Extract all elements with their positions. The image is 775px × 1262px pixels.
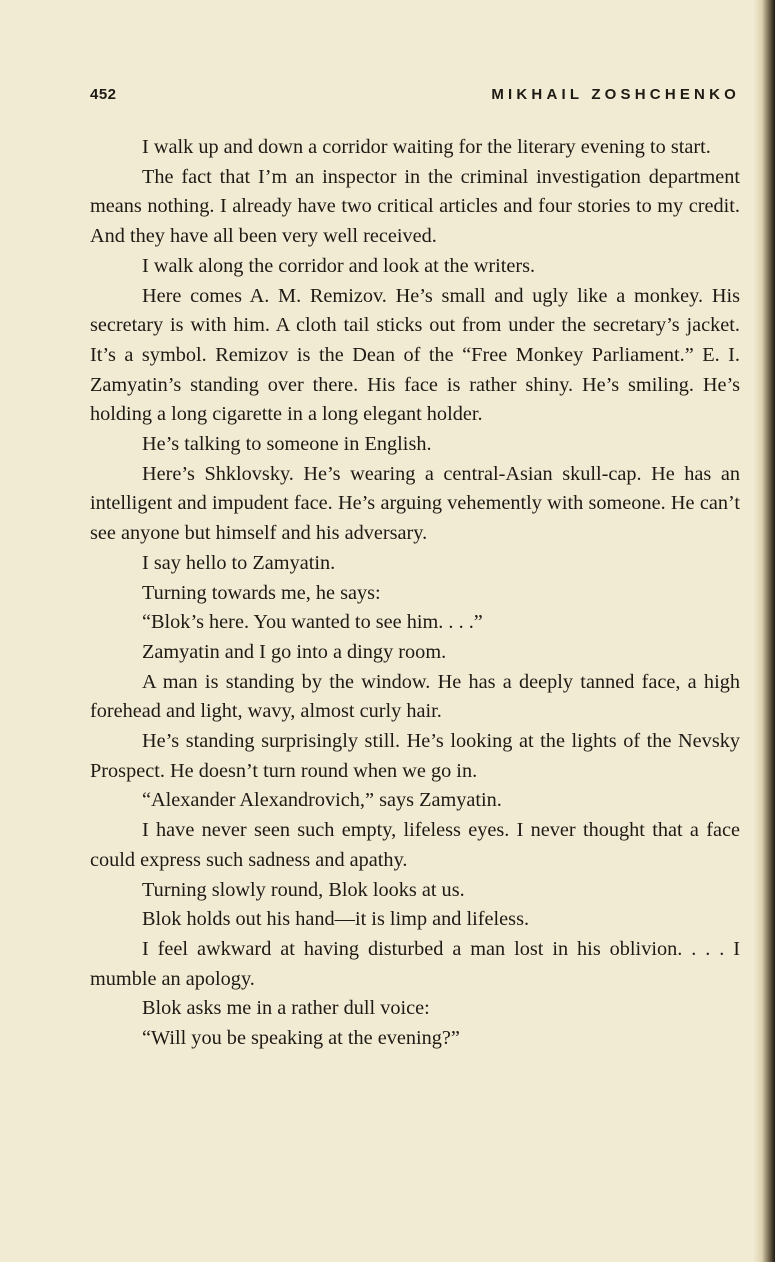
paragraph: He’s talking to someone in English. [142, 433, 432, 456]
paragraph: I walk up and down a corridor waiting for the literary evening to start. [142, 136, 711, 158]
paragraph: Here comes A. M. Remizov. He’s small and ugly like a monkey. His secretary is with him. A cloth tail sticks out from under the secretary’s jacket. It’s a symbol. Remizov is the Dean of the “Free Monkey Parliament.” E. I. Zamyatin’s standing over there. His face is rather shiny. He’s smiling. He’s holding a long cigarette in a long elegant holder. [90, 284, 740, 426]
paragraph: “Alexander Alexandrovich,” says Zamyatin. [142, 789, 502, 812]
page-header [90, 86, 740, 110]
body-text [90, 133, 740, 1054]
paragraph: A man is standing by the window. He has a deeply tanned face, a high forehead and light, wavy, almost curly hair. [90, 670, 740, 723]
paragraph: He’s standing surprisingly still. He’s looking at the lights of the Nevsky Prospect. He doesn’t turn round when we go in. [90, 730, 740, 782]
page-edge [753, 0, 775, 1262]
paragraph: I have never seen such empty, lifeless eyes. I never thought that a face could express such sadness and apathy. [90, 819, 740, 871]
running-head: MIKHAIL ZOSHCHENKO [491, 86, 740, 103]
paragraph: The fact that I’m an inspector in the criminal investigation department means nothing. I already have two critical articles and four stories to my credit. And they have all been very well received. [90, 165, 740, 248]
paragraph: Blok holds out his hand—it is limp and lifeless. [142, 908, 530, 931]
paragraph: I walk along the corridor and look at the writers. [142, 254, 536, 277]
paragraph: I feel awkward at having disturbed a man lost in his oblivion. . . . I mumble an apology. [90, 937, 740, 990]
paragraph: “Will you be speaking at the evening?” [142, 1027, 460, 1050]
paragraph: “Blok’s here. You wanted to see him. . . .” [142, 611, 483, 634]
paragraph: Turning towards me, he says: [142, 581, 381, 604]
paragraph: Zamyatin and I go into a dingy room. [142, 640, 447, 663]
paragraph: Turning slowly round, Blok looks at us. [142, 878, 465, 901]
page-number: 452 [90, 86, 117, 103]
paragraph: Blok asks me in a rather dull voice: [142, 997, 430, 1020]
paragraph: Here’s Shklovsky. He’s wearing a central-Asian skull-cap. He has an intelligent and impudent face. He’s arguing vehemently with someone. He can’t see anyone but himself and his adversary. [90, 462, 740, 545]
paragraph: I say hello to Zamyatin. [142, 551, 336, 574]
